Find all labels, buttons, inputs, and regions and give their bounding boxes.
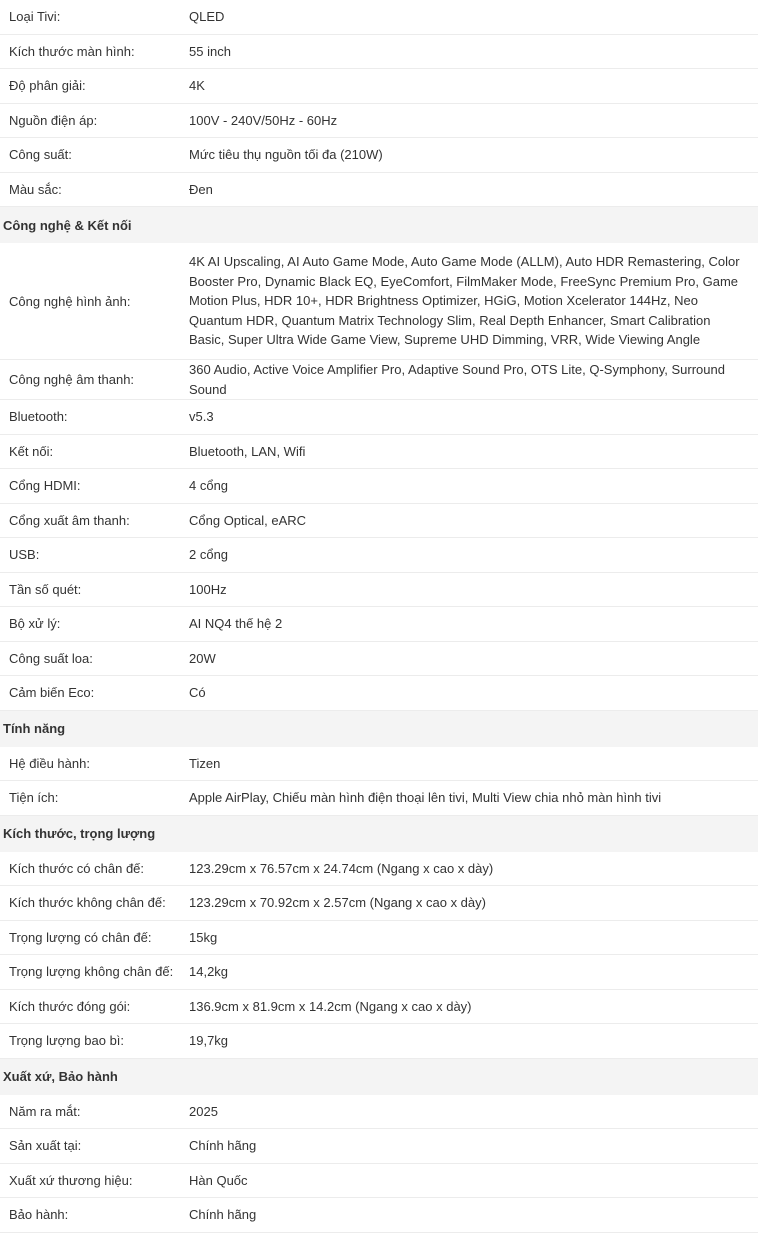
spec-value: Đen bbox=[189, 181, 213, 197]
spec-value: Mức tiêu thụ nguồn tối đa (210W) bbox=[189, 147, 383, 162]
spec-value: 136.9cm x 81.9cm x 14.2cm (Ngang x cao x dày) bbox=[189, 998, 472, 1014]
spec-value: 100Hz bbox=[189, 581, 227, 597]
spec-value: Có bbox=[189, 685, 206, 700]
spec-label: Năm ra mắt: bbox=[9, 1103, 81, 1119]
spec-row-connectivity bbox=[0, 435, 758, 470]
spec-value: QLED bbox=[189, 9, 225, 24]
spec-value: 15kg bbox=[189, 929, 218, 945]
spec-row-audio-out bbox=[0, 504, 758, 539]
spec-label: Công nghệ âm thanh: bbox=[9, 372, 135, 387]
spec-value: 123.29cm x 70.92cm x 2.57cm (Ngang x cao x dày) bbox=[189, 895, 486, 910]
spec-value: 2 cổng bbox=[189, 547, 229, 562]
spec-value: Hàn Quốc bbox=[189, 1172, 248, 1188]
spec-value: Tizen bbox=[189, 755, 221, 771]
spec-label: USB: bbox=[9, 547, 40, 563]
spec-row-refresh-rate bbox=[0, 573, 758, 608]
spec-label: Hệ điều hành: bbox=[9, 755, 90, 771]
spec-label: Loại Tivi: bbox=[9, 9, 61, 25]
spec-row-resolution bbox=[0, 69, 758, 104]
spec-row-made-in bbox=[0, 1129, 758, 1164]
spec-label: Trọng lượng có chân đế: bbox=[9, 929, 152, 945]
spec-label: Công suất: bbox=[9, 147, 72, 163]
spec-label: Công suất loa: bbox=[9, 650, 93, 666]
spec-row-utilities bbox=[0, 781, 758, 816]
spec-row-os bbox=[0, 747, 758, 782]
spec-value: Bluetooth, LAN, Wifi bbox=[189, 443, 306, 459]
spec-value: AI NQ4 thế hệ 2 bbox=[189, 616, 283, 631]
section-header-size-weight: Kích thước, trọng lượng bbox=[0, 816, 758, 852]
spec-value: 19,7kg bbox=[189, 1033, 229, 1048]
spec-label: Xuất xứ thương hiệu: bbox=[9, 1172, 133, 1188]
spec-label: Cổng xuất âm thanh: bbox=[9, 512, 130, 528]
spec-row-brand-origin bbox=[0, 1164, 758, 1199]
spec-row-weight-with-stand bbox=[0, 921, 758, 956]
spec-row-speaker-power bbox=[0, 642, 758, 677]
spec-label: Kết nối: bbox=[9, 443, 54, 459]
spec-label: Kích thước màn hình: bbox=[9, 43, 135, 59]
spec-label: Nguồn điện áp: bbox=[9, 112, 98, 128]
spec-row-bluetooth bbox=[0, 400, 758, 435]
spec-label: Màu sắc: bbox=[9, 181, 62, 197]
spec-row-hdmi bbox=[0, 469, 758, 504]
spec-label: Kích thước đóng gói: bbox=[9, 998, 131, 1014]
spec-value: 4K bbox=[189, 78, 205, 93]
spec-row-screen-size bbox=[0, 35, 758, 70]
spec-label: Bộ xử lý: bbox=[9, 616, 61, 632]
spec-value: 4K AI Upscaling, AI Auto Game Mode, Auto Game Mode (ALLM), Auto HDR Remastering, Color Booster Pro, Dynamic Black EQ, EyeComfort, FilmMaker Mode, FreeSync Premium Pro, Game Motion Plus, HDR 10+, HDR Brightness Optimizer, HGiG, Motion Xcelerator 144Hz, Neo Quantum HDR, Quantum Matrix Technology Slim, Real Depth Enhancer, Smart Calibration Basic, Super Ultra Wide Game View, Supreme UHD Dimming, VRR, Wide Viewing Angle bbox=[189, 254, 740, 348]
spec-row-picture-tech bbox=[0, 243, 758, 360]
spec-value: 20W bbox=[189, 650, 216, 666]
spec-value: 123.29cm x 76.57cm x 24.74cm (Ngang x cao x dày) bbox=[189, 860, 494, 876]
spec-value: 55 inch bbox=[189, 43, 231, 59]
spec-label: Kích thước không chân đế: bbox=[9, 895, 166, 911]
spec-row-color bbox=[0, 173, 758, 208]
spec-row-eco-sensor bbox=[0, 676, 758, 711]
spec-label: Công nghệ hình ảnh: bbox=[9, 293, 131, 309]
spec-label: Cảm biến Eco: bbox=[9, 685, 95, 701]
spec-value: 100V - 240V/50Hz - 60Hz bbox=[189, 112, 338, 128]
spec-value: 2025 bbox=[189, 1103, 218, 1119]
spec-label: Tiện ích: bbox=[9, 790, 59, 806]
spec-value: 360 Audio, Active Voice Amplifier Pro, Adaptive Sound Pro, OTS Lite, Q-Symphony, Surround Sound bbox=[189, 362, 725, 397]
spec-value: Apple AirPlay, Chiếu màn hình điện thoại lên tivi, Multi View chia nhỏ màn hình tivi bbox=[189, 790, 662, 805]
spec-row-power bbox=[0, 138, 758, 173]
spec-row-release-year bbox=[0, 1095, 758, 1130]
spec-value: 14,2kg bbox=[189, 964, 229, 979]
spec-label: Kích thước có chân đế: bbox=[9, 860, 145, 876]
spec-label: Bảo hành: bbox=[9, 1207, 69, 1223]
spec-label: Cổng HDMI: bbox=[9, 478, 81, 494]
spec-value: v5.3 bbox=[189, 409, 214, 424]
spec-row-package-size bbox=[0, 990, 758, 1025]
spec-label: Bluetooth: bbox=[9, 409, 68, 425]
section-header-features: Tính năng bbox=[0, 711, 758, 747]
spec-row-size-without-stand bbox=[0, 886, 758, 921]
spec-row-size-with-stand bbox=[0, 852, 758, 887]
spec-row-usb bbox=[0, 538, 758, 573]
section-header-tech: Công nghệ & Kết nối bbox=[0, 207, 758, 243]
spec-label: Độ phân giải: bbox=[9, 78, 86, 94]
spec-label: Sản xuất tại: bbox=[9, 1138, 82, 1154]
spec-value: Cổng Optical, eARC bbox=[189, 512, 307, 528]
spec-row-weight-without-stand bbox=[0, 955, 758, 990]
section-header-origin-warranty: Xuất xứ, Bảo hành bbox=[0, 1059, 758, 1095]
spec-value: Chính hãng bbox=[189, 1207, 257, 1222]
spec-row-warranty bbox=[0, 1198, 758, 1233]
spec-row-tv-type bbox=[0, 0, 758, 35]
spec-label: Trọng lượng không chân đế: bbox=[9, 964, 174, 980]
spec-row-voltage bbox=[0, 104, 758, 139]
spec-label: Trọng lượng bao bì: bbox=[9, 1033, 125, 1049]
spec-value: 4 cổng bbox=[189, 478, 229, 493]
spec-row-audio-tech bbox=[0, 360, 758, 400]
spec-label: Tần số quét: bbox=[9, 581, 82, 597]
spec-row-package-weight bbox=[0, 1024, 758, 1059]
spec-row-processor bbox=[0, 607, 758, 642]
spec-value: Chính hãng bbox=[189, 1138, 257, 1153]
